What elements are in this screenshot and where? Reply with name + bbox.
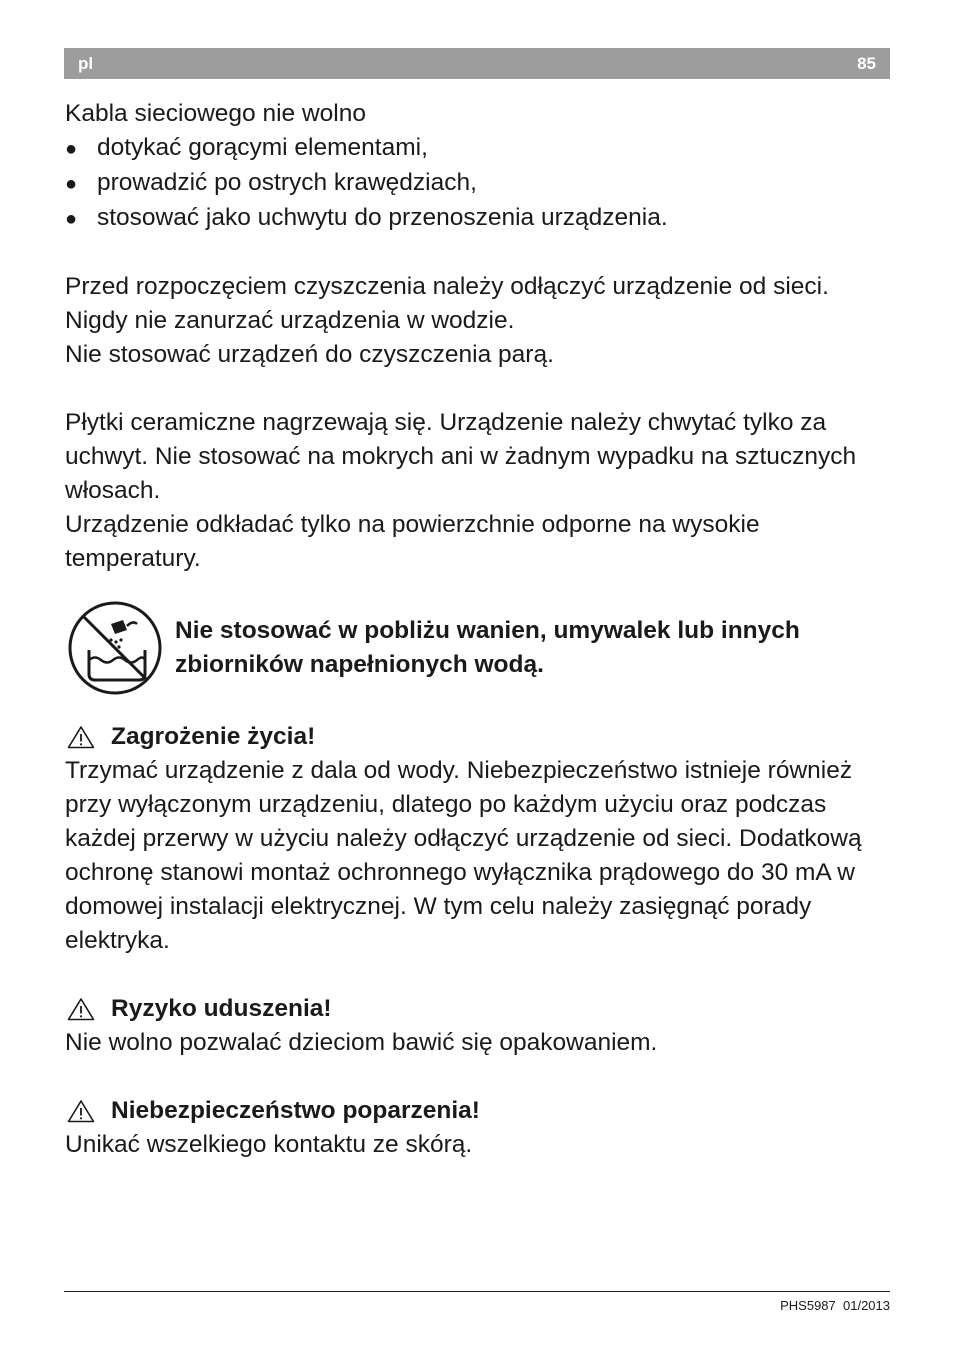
list-item-text: stosować jako uchwytu do przenoszenia urządzenia. [97,204,668,231]
warning-title: Ryzyko uduszenia! [111,995,332,1022]
page-content [65,97,895,1162]
water-notice-text: Nie stosować w pobliżu wanien, umywalek lub innych zbiorników napełnionych wodą. [175,617,800,678]
warning-triangle-icon [67,997,95,1021]
bullet-icon: ● [65,138,78,160]
warning-block [65,1094,895,1162]
bullet-icon: ● [65,208,78,230]
bullet-icon: ● [65,173,78,195]
cleaning-paragraph: Nigdy nie zanurzać urządzenia w wodzie. [65,307,515,334]
footer-model: PHS5987 [780,1298,836,1313]
cable-bullet-list [65,131,895,236]
no-bath-water-icon [67,600,163,696]
language-code: pl [78,53,94,73]
list-item [65,166,895,201]
list-item-text: prowadzić po ostrych krawędziach, [97,169,477,196]
plates-paragraph: Urządzenie odkładać tylko na powierzchnie odporne na wysokie temperatury. [65,511,760,572]
footer-divider [64,1291,890,1292]
warning-body: Nie wolno pozwalać dzieciom bawić się opakowaniem. [65,1029,658,1056]
cleaning-paragraph: Przed rozpoczęciem czyszczenia należy odłączyć urządzenie od sieci. [65,273,829,300]
warning-block [65,992,895,1060]
warning-title: Niebezpieczeństwo poparzenia! [111,1097,480,1124]
list-item [65,201,895,236]
footer-code [780,1298,890,1313]
page-header-bar [64,48,890,79]
plates-paragraph: Płytki ceramiczne nagrzewają się. Urządzenie należy chwytać tylko za uchwyt. Nie stosować na mokrych ani w żadnym wypadku na sztucznych włosach. [65,409,857,504]
footer-date: 01/2013 [843,1298,890,1313]
warning-block [65,720,895,958]
warning-body: Trzymać urządzenie z dala od wody. Niebezpieczeństwo istnieje również przy wyłączonym urządzeniu, dlatego po każdym użyciu oraz podczas każdej przerwy w użyciu należy odłączyć urządzenie od sieci. Dodatkową ochronę stanowi montaż ochronnego wyłącznika prądowego do 30 mA w domowej instalacji elektrycznej. W tym celu należy zasięgnąć porady elektryka. [65,757,862,954]
warning-body: Unikać wszelkiego kontaktu ze skórą. [65,1131,473,1158]
warning-title: Zagrożenie życia! [111,723,316,750]
warning-heading [65,720,895,754]
list-item [65,131,895,166]
warning-triangle-icon [67,1099,95,1123]
list-item-text: dotykać gorącymi elementami, [97,134,428,161]
warning-heading [65,992,895,1026]
cleaning-paragraph: Nie stosować urządzeń do czyszczenia parą. [65,341,554,368]
warning-triangle-icon [67,725,95,749]
page-number: 85 [857,53,876,73]
water-notice [65,600,895,696]
warning-heading [65,1094,895,1128]
cable-lead-text: Kabla sieciowego nie wolno [65,100,366,127]
